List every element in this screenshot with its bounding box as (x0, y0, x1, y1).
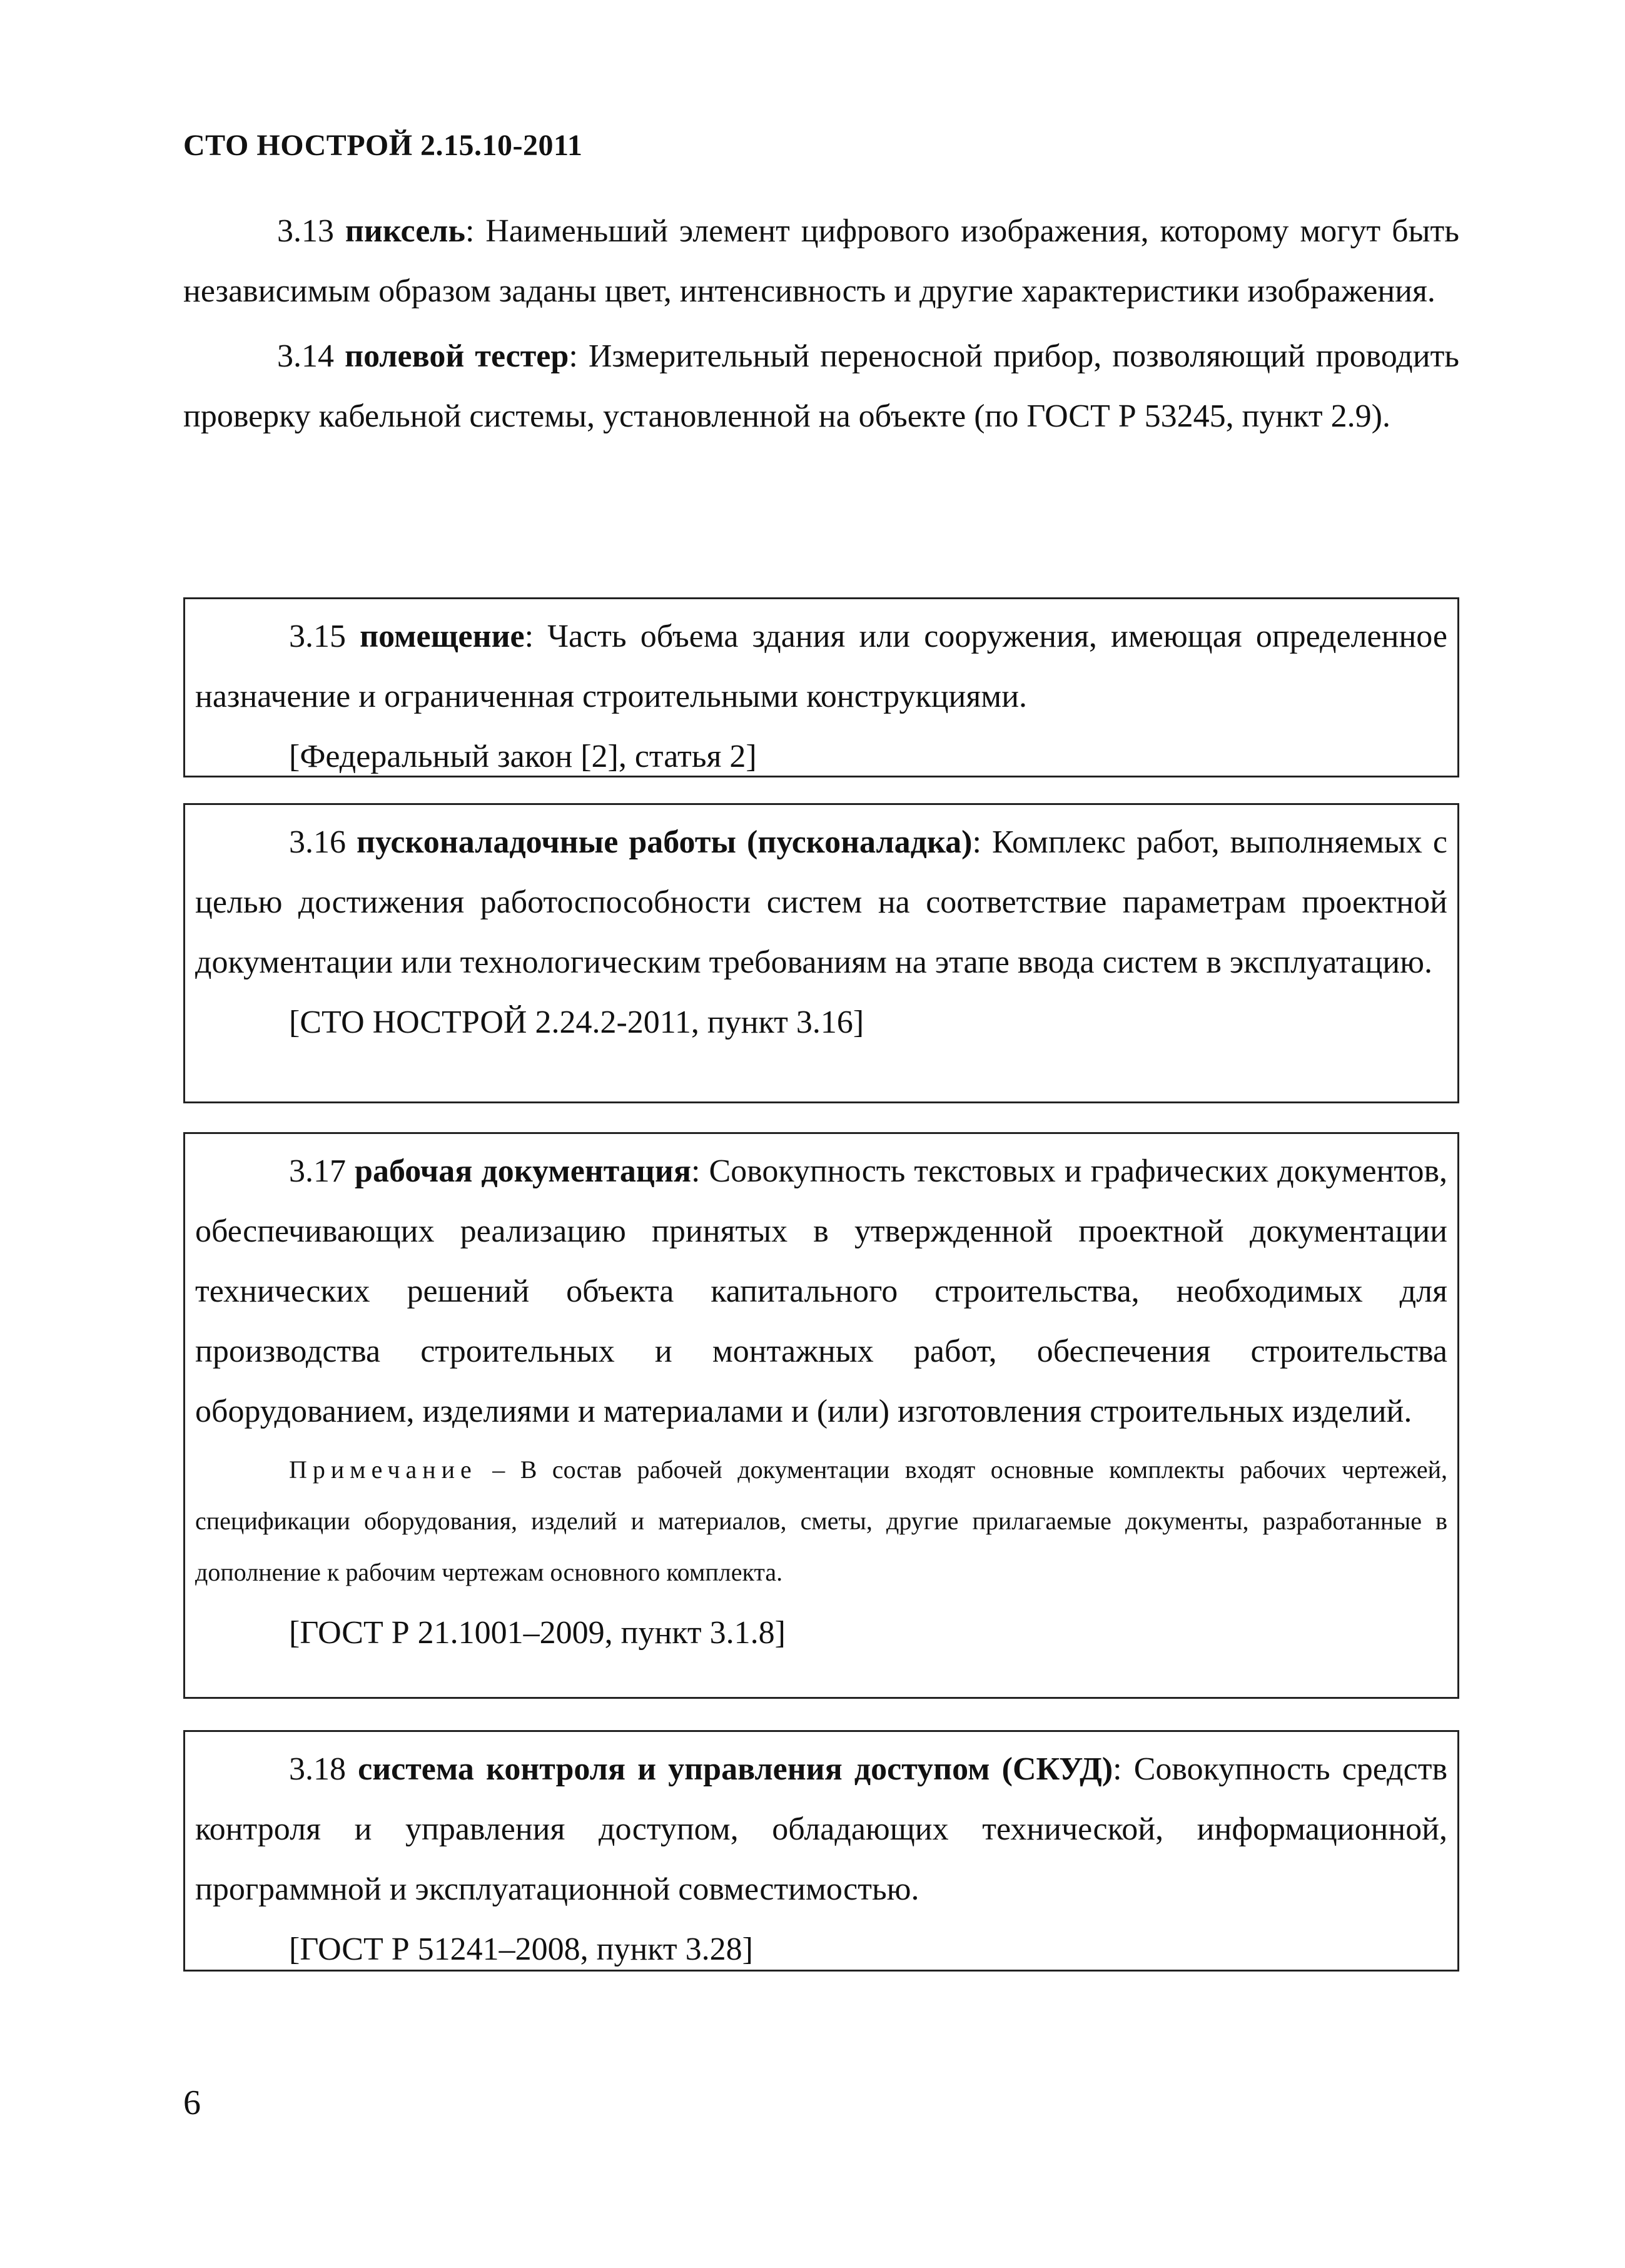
term-box-3-16 (183, 803, 1459, 1103)
term-name: пусконаладочные работы (пусконаладка) (357, 824, 973, 860)
term-number: 3.16 (289, 824, 346, 860)
term-box-3-17 (183, 1132, 1459, 1699)
term-entry-3-14 (183, 327, 1459, 447)
term-source: [ГОСТ Р 21.1001–2009, пункт 3.1.8] (289, 1615, 786, 1651)
term-number: 3.14 (277, 338, 334, 374)
term-box-3-18 (183, 1730, 1459, 1972)
term-box-3-15 (183, 597, 1459, 777)
term-definition: : Наименьший элемент цифрового изображения, которому могут быть независимым образом заданы цвет, интенсивность и другие характеристики изображения. (183, 213, 1459, 309)
term-name: полевой тестер (345, 338, 569, 374)
document-header: СТО НОСТРОЙ 2.15.10-2011 (183, 129, 583, 162)
term-entry-3-18 (195, 1739, 1447, 1920)
term-definition: : Измерительный переносной прибор, позволяющий проводить проверку кабельной системы, установленной на объекте (по ГОСТ Р 53245, пункт 2.9). (183, 338, 1460, 434)
term-name: система контроля и управления доступом (СКУД) (358, 1751, 1113, 1787)
term-entry-3-16 (195, 813, 1447, 993)
term-name: рабочая документация (355, 1153, 691, 1189)
term-note (195, 1444, 1447, 1598)
note-text: – В состав рабочей документации входят основные комплекты рабочих чертежей, спецификации оборудования, изделий и материалов, сметы, другие прилагаемые документы, разработанные в дополнение к рабочим чертежам основного комплекта. (195, 1455, 1447, 1586)
term-source: [Федеральный закон [2], статья 2] (289, 739, 757, 774)
term-list-unboxed (183, 201, 1459, 447)
term-definition: : Совокупность текстовых и графических документов, обеспечивающих реализацию принятых в утвержденной проектной документации технических решений объекта капитального строительства, необходимых для производства строительных и монтажных работ, обеспечения строительства оборудованием, изделиями и материалами и (или) изготовления строительных изделий. (195, 1153, 1448, 1429)
page-number: 6 (183, 2083, 201, 2122)
term-entry-3-17 (195, 1142, 1447, 1442)
term-definition: : Совокупность средств контроля и управления доступом, обладающих технической, информационной, программной и эксплуатационной совместимостью. (195, 1751, 1447, 1907)
term-name: помещение (360, 619, 525, 654)
term-definition: : Комплекс работ, выполняемых с целью достижения работоспособности систем на соответствие параметрам проектной документации или технологическим требованиям на этапе ввода систем в эксплуатацию. (195, 824, 1447, 980)
term-source: [СТО НОСТРОЙ 2.24.2-2011, пункт 3.16] (289, 1005, 864, 1040)
term-entry-3-15 (195, 607, 1447, 727)
term-definition: : Часть объема здания или сооружения, имеющая определенное назначение и ограниченная строительными конструкциями. (195, 619, 1448, 714)
note-label: Примечание (289, 1455, 477, 1484)
term-name: пиксель (345, 213, 465, 249)
term-number: 3.15 (289, 619, 346, 654)
term-number: 3.18 (289, 1751, 346, 1787)
term-entry-3-13 (183, 201, 1459, 321)
term-number: 3.17 (289, 1153, 346, 1189)
term-number: 3.13 (277, 213, 334, 249)
term-source: [ГОСТ Р 51241–2008, пункт 3.28] (289, 1931, 753, 1967)
